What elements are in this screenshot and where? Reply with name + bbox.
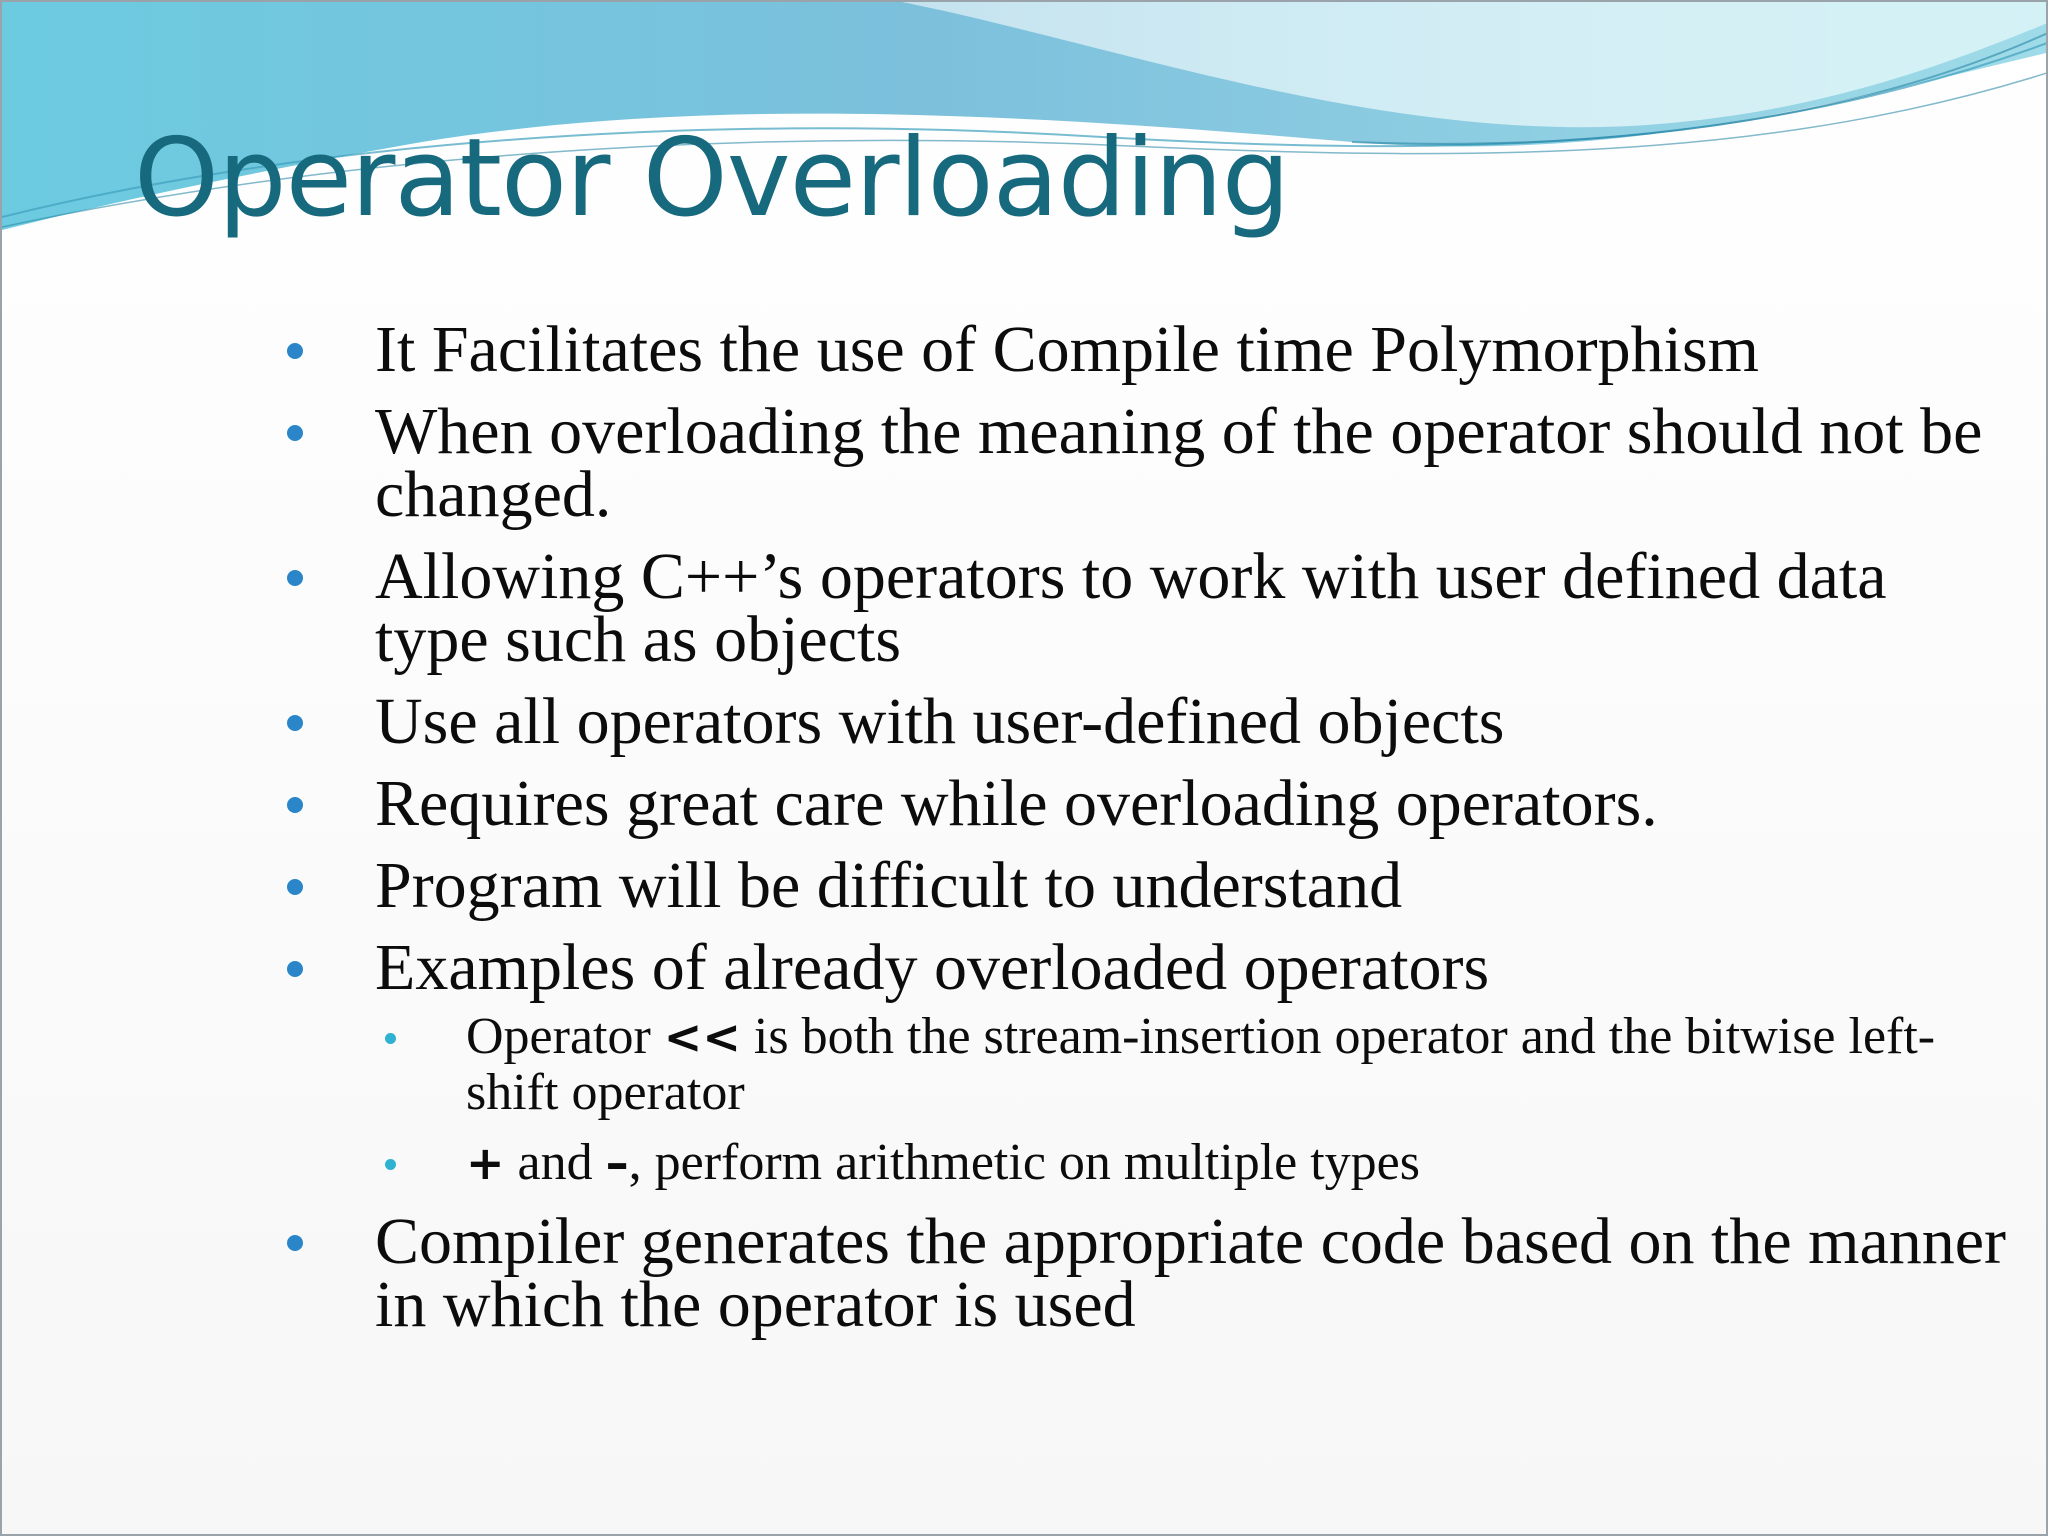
bullet-text: It Facilitates the use of Compile time Polymorphism xyxy=(375,313,1760,386)
bullet-text: Examples of already overloaded operators xyxy=(375,931,1490,1004)
bullet-text: Program will be difficult to understand xyxy=(375,849,1403,922)
slide-content xyxy=(272,313,2012,1355)
sub-bullet-text-mid: and xyxy=(504,1134,606,1191)
operator-symbol: – xyxy=(605,1136,629,1190)
bullet-dot-icon xyxy=(287,343,303,359)
bullet-item xyxy=(272,849,2012,922)
bullet-dot-icon xyxy=(287,715,303,731)
operator-symbol: + xyxy=(466,1136,505,1190)
sub-bullet-item xyxy=(272,1135,2012,1191)
slide-title: Operator Overloading xyxy=(134,116,1290,241)
bullet-text: When overloading the meaning of the operator should not be changed. xyxy=(375,395,1983,531)
bullet-item xyxy=(272,540,2012,676)
bullet-text: Compiler generates the appropriate code based on the manner in which the operator is used xyxy=(375,1205,2007,1341)
bullet-dot-icon xyxy=(287,879,303,895)
bullet-item xyxy=(272,931,2012,1191)
sub-bullet-text-post: , perform arithmetic on multiple types xyxy=(628,1134,1420,1191)
bullet-dot-icon xyxy=(287,570,303,586)
sub-bullet-text-pre: Operator xyxy=(466,1008,664,1065)
bullet-item xyxy=(272,767,2012,840)
bullet-list xyxy=(272,313,2012,1341)
sub-bullet-dot-icon xyxy=(385,1159,396,1170)
bullet-item xyxy=(272,395,2012,531)
bullet-dot-icon xyxy=(287,797,303,813)
bullet-dot-icon xyxy=(287,425,303,441)
sub-bullet-list xyxy=(375,1009,2012,1191)
bullet-text: Requires great care while overloading operators. xyxy=(375,767,1658,840)
sub-bullet-item xyxy=(272,1009,2012,1121)
sub-bullet-dot-icon xyxy=(385,1033,396,1044)
bullet-item xyxy=(272,685,2012,758)
operator-symbol: << xyxy=(663,1010,741,1064)
bullet-item xyxy=(272,1205,2012,1341)
bullet-dot-icon xyxy=(287,961,303,977)
bullet-dot-icon xyxy=(287,1235,303,1251)
sub-bullet-text-post: is both the stream-insertion operator and the bitwise left-shift operator xyxy=(466,1008,1936,1121)
bullet-item xyxy=(272,313,2012,386)
bullet-text: Allowing C++’s operators to work with user defined data type such as objects xyxy=(375,540,1887,676)
bullet-text: Use all operators with user-defined objects xyxy=(375,685,1505,758)
